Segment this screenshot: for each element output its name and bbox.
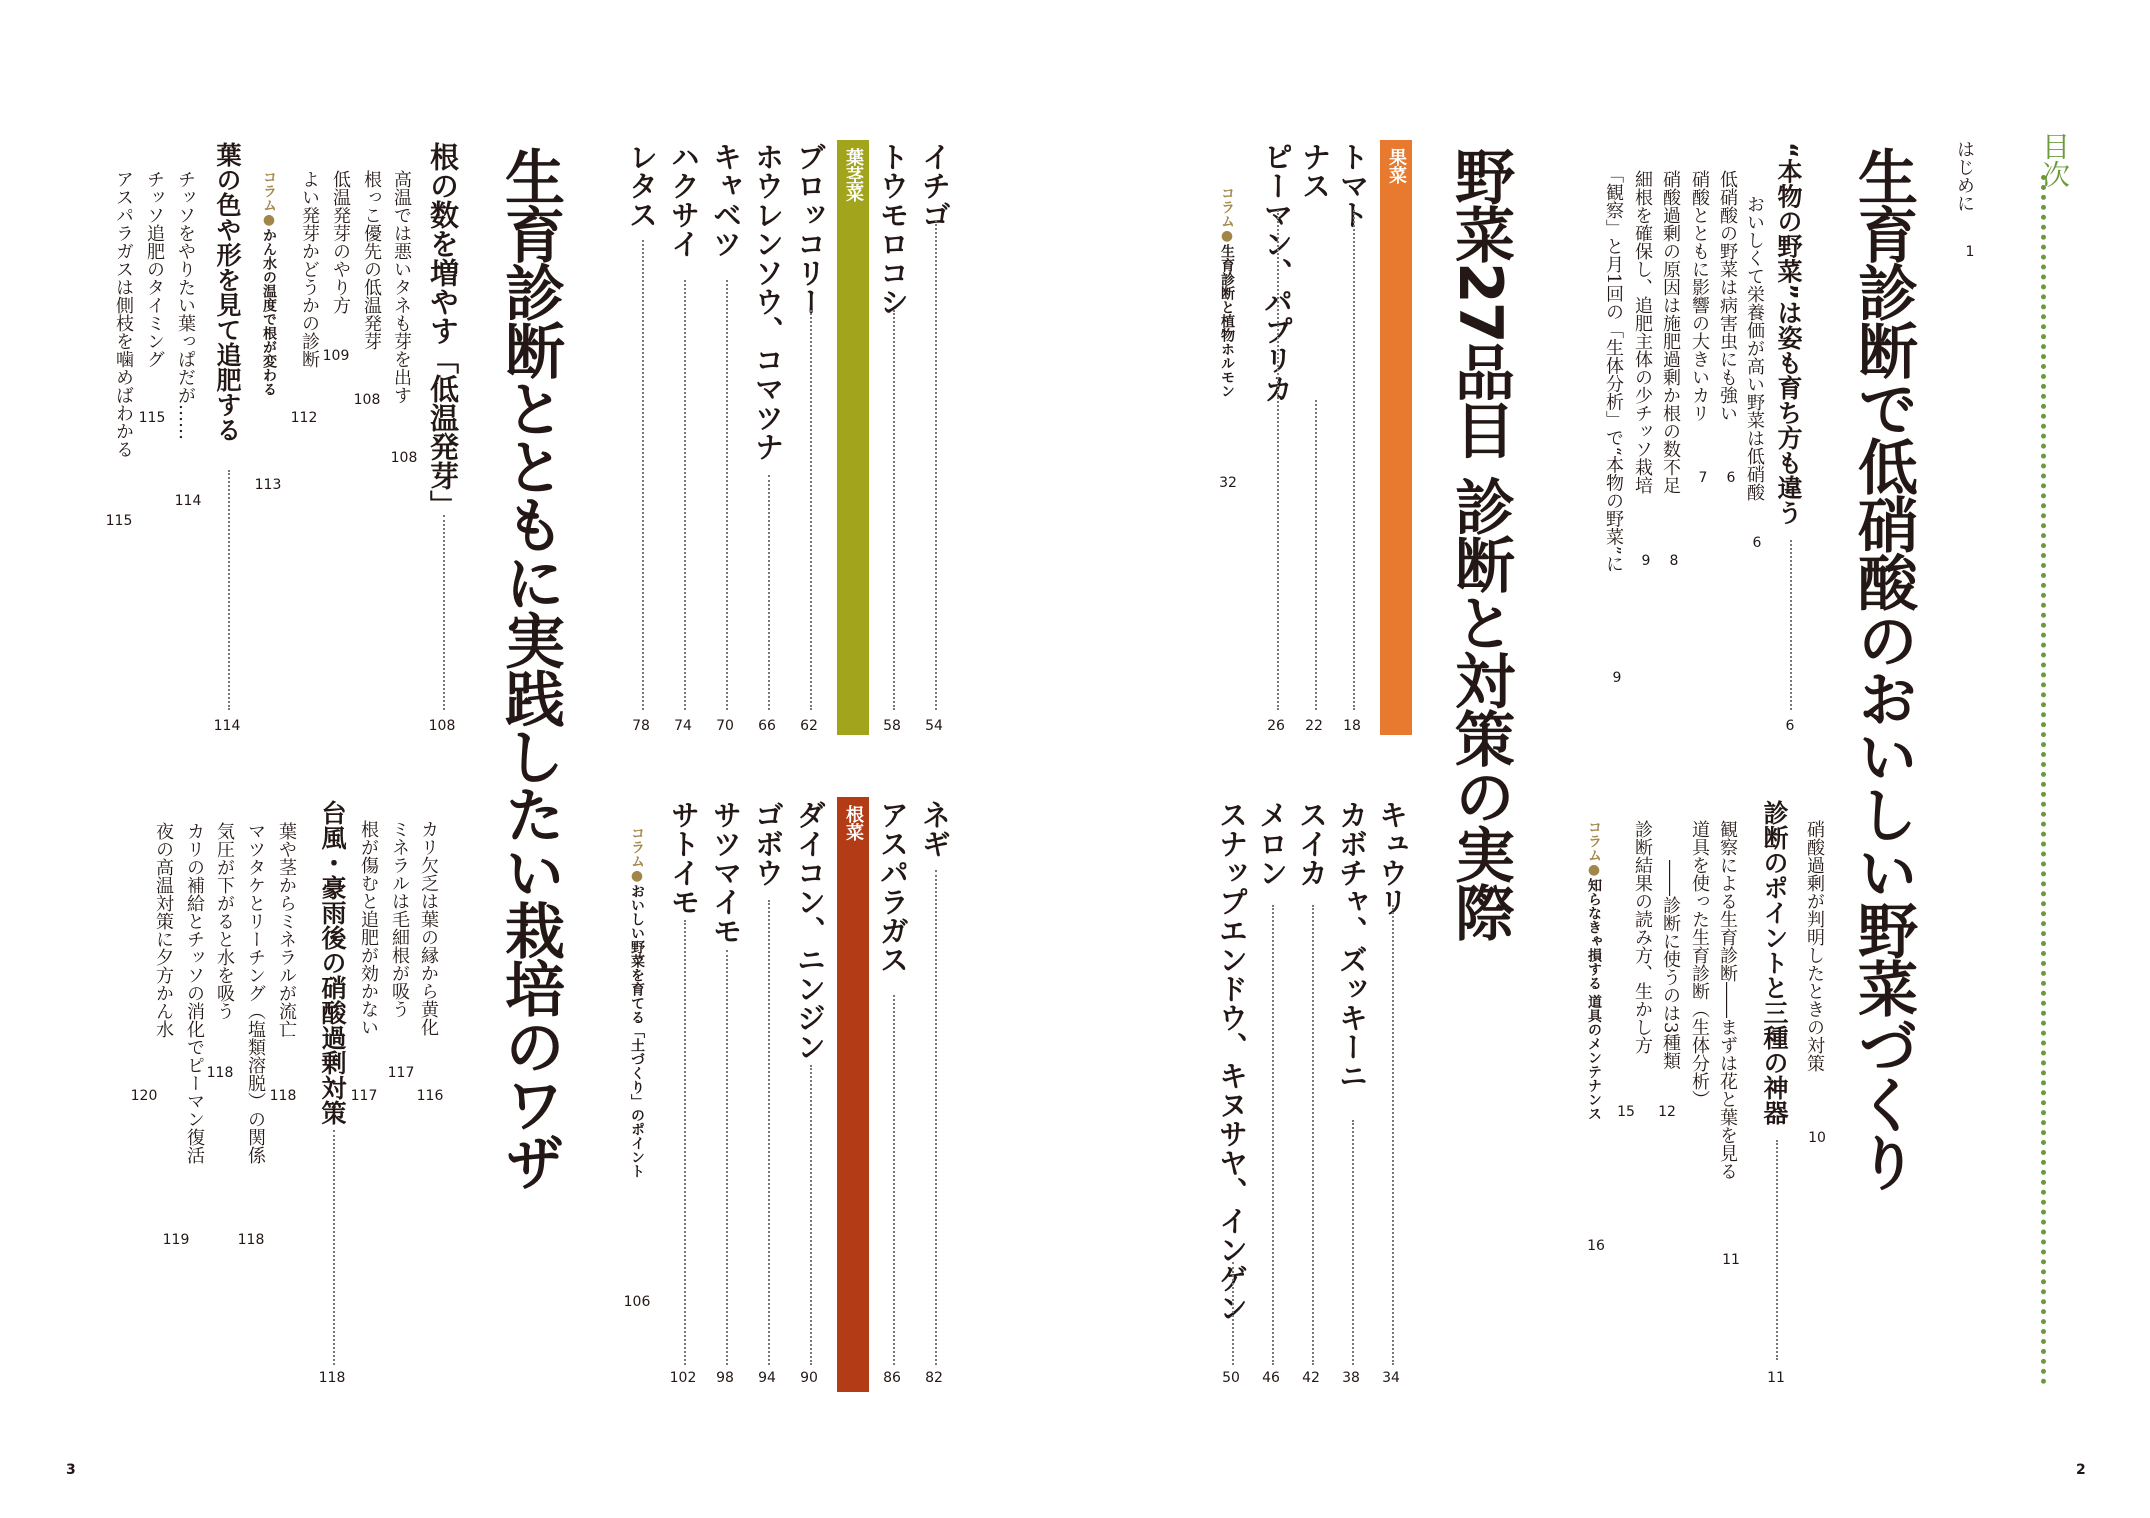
leader-dots [893,995,895,1365]
toc-item-page: 10 [1808,1130,1826,1146]
column-entry [1220,186,1234,398]
leader-dots [1232,1262,1234,1365]
toc-item: 低温発芽のやり方 [330,170,351,314]
toc-item: ダイコン、ニンジン [793,800,827,1061]
toc-item: チッソ追肥のタイミング [144,170,165,368]
toc-item-page: 108 [353,392,381,408]
toc-item: ピーマン、パプリカ [1260,142,1294,403]
column-page: 16 [1587,1238,1605,1254]
toc-item: カリの補給とチッソの消化でピーマン復活 [184,822,205,1164]
leader-dots [893,310,895,710]
column-entry [630,826,644,1178]
toc-item: ブロッコリー [793,142,827,316]
toc-item-page: 116 [416,1088,444,1104]
toc-item: ――診断に使うのは3種類 [1660,860,1681,1070]
leader-dots [684,280,686,710]
leader-dots [1392,905,1394,1365]
toc-item-page: 58 [883,718,901,734]
leader-dots [443,515,445,710]
toc-item: ネギ [918,800,952,858]
leader-dots [810,310,812,710]
toc-item-page: 114 [174,493,202,509]
toc-item: ゴボウ [751,800,785,887]
leader-dots [1776,1140,1778,1360]
toc-item-page: 117 [387,1065,415,1081]
leader-dots [1277,210,1279,710]
toc-item: 道具を使った生育診断（生体分析） [1689,820,1710,1108]
toc-item: 硝酸過剰の原因は施肥過剰か根の数不足 [1660,170,1681,494]
toc-item: ハクサイ [667,142,701,258]
column-mark: コラム● [1586,820,1602,878]
intro-page: 1 [1965,244,1975,260]
part3-section2-page: 114 [213,718,241,734]
toc-item-page: 8 [1669,553,1679,569]
toc-item: 「観察」と月1回の「生体分析」で“本物の野菜”に [1603,165,1624,573]
part3-section3-title: 台風・豪雨後の硝酸過剰対策 [318,800,347,1125]
toc-item-page: 86 [883,1370,901,1386]
toc-item-page: 115 [138,410,166,426]
toc-item: イチゴ [918,142,952,229]
toc-item: アスパラガス [876,800,910,974]
leader-dots [642,240,644,710]
toc-item-page: 112 [290,410,318,426]
toc-item: 硝酸とともに影響の大きいカリ [1689,170,1710,422]
leader-dots [768,900,770,1365]
toc-item: 葉や茎からミネラルが流亡 [276,822,297,1038]
leader-dots [1315,400,1317,710]
toc-item: カボチャ、ズッキーニ [1335,800,1369,1090]
toc-item-page: 62 [800,718,818,734]
toc-item-page: 9 [1641,553,1651,569]
part1-section1-page: 6 [1785,718,1795,734]
toc-item: 硝酸過剰が判明したときの対策 [1804,820,1825,1072]
toc-item-page: 118 [206,1065,234,1081]
toc-item: カリ欠乏は葉の縁から黄化 [418,820,439,1036]
toc-item-page: 6 [1752,535,1762,551]
column-entry [262,170,276,396]
toc-item: よい発芽かどうかの診断 [299,170,320,368]
toc-item-page: 9 [1612,670,1622,686]
toc-item-page: 6 [1726,470,1736,486]
toc-item: ホウレンソウ、コマツナ [751,142,785,461]
toc-item-page: 70 [716,718,734,734]
toc-item-page: 54 [925,718,943,734]
part3-section3-page: 118 [318,1370,346,1386]
toc-item: 観察による生育診断――まずは花と葉を見る [1717,820,1738,1180]
toc-item-page: 11 [1722,1252,1740,1268]
leader-dots [726,950,728,1365]
toc-item-page: 108 [390,450,418,466]
column-page: 113 [254,477,282,493]
toc-item: 高温では悪いタネも芽を出す [391,170,412,404]
toc-item-page: 66 [758,718,776,734]
toc-item-page: 12 [1658,1104,1676,1120]
leader-dots [684,920,686,1365]
toc-item-page: 117 [350,1088,378,1104]
toc-item-page: 90 [800,1370,818,1386]
leader-dots [935,870,937,1365]
part3-section2-title: 葉の色や形を見て追肥する [213,142,242,442]
toc-item: 低硝酸の野菜は病害虫にも強い [1717,170,1738,422]
leader-dots [1272,905,1274,1365]
toc-item: 夜の高温対策に夕方かん水 [153,822,174,1038]
column-mark: コラム● [261,170,277,228]
toc-item: ミネラルは毛細根が吸う [389,820,410,1018]
toc-item-page: 74 [674,718,692,734]
leader-dots [1312,905,1314,1365]
toc-item-page: 50 [1222,1370,1240,1386]
toc-item-page: 38 [1342,1370,1360,1386]
leader-dots [1352,1120,1354,1365]
part1-section2-title: 診断のポイントと三種の神器 [1760,800,1789,1125]
toc-item: キャベツ [709,142,743,258]
part1-section2-page: 11 [1767,1370,1785,1386]
column-text: かん水の温度で根が変わる [261,228,277,396]
toc-item: スナップエンドウ、キヌサヤ、インゲン [1215,800,1249,1322]
toc-item: スイカ [1295,800,1329,887]
toc-item-page: 82 [925,1370,943,1386]
toc-item-page: 22 [1305,718,1323,734]
toc-item: トウモロコシ [876,142,910,316]
part3-section1-title: 根の数を増やす「低温発芽」 [426,142,460,519]
leader-dots [935,220,937,710]
toc-item-page: 42 [1302,1370,1320,1386]
leader-dots [726,280,728,710]
toc-item: 診断結果の読み方、生かし方 [1632,820,1653,1054]
toc-item: ナス [1298,142,1332,200]
part1-title: 生育診断で低硝酸のおいしい野菜づくり [1848,146,1918,1190]
column-text: おいしい野菜を育てる「土づくり」のポイント [629,884,645,1178]
part2-title: 野菜27品目 診断と対策の実際 [1445,146,1515,941]
toc-item-page: 109 [322,348,350,364]
toc-item-page: 18 [1343,718,1361,734]
toc-item: おいしくて栄養価が高い野菜は低硝酸 [1744,195,1765,501]
part1-section1-title: “本物の野菜”は姿も育ち方も違う [1774,142,1803,525]
toc-dotted-rule [2041,175,2046,1385]
toc-item-page: 15 [1617,1104,1635,1120]
leader-dots [768,475,770,710]
toc-item: メロン [1255,800,1289,887]
column-text: 生育診断と植物ホルモン [1219,244,1235,398]
toc-item-page: 34 [1382,1370,1400,1386]
toc-item: トマト [1336,142,1370,229]
toc-item-page: 102 [669,1370,697,1386]
toc-item: 細根を確保し、追肥主体の少チッソ栽培 [1632,170,1653,494]
toc-item: キュウリ [1375,800,1409,916]
category-label-leaf: 葉茎菜 [837,140,869,735]
leader-dots [810,1065,812,1365]
toc-item-page: 46 [1262,1370,1280,1386]
column-mark: コラム● [1219,186,1235,244]
toc-item: レタス [625,142,659,229]
page-number-left: 3 [66,1462,76,1478]
leader-dots [1790,540,1792,710]
toc-heading: 目次 [2038,132,2071,188]
column-entry [1587,820,1601,1121]
toc-item: 気圧が下がると水を吸う [214,822,235,1020]
leader-dots [333,1130,335,1365]
column-text: 知らなきゃ損する 道具のメンテナンス [1586,878,1602,1121]
toc-item-page: 115 [105,513,133,529]
leader-dots [1353,210,1355,710]
column-mark: コラム● [629,826,645,884]
toc-item: 根が傷むと追肥が効かない [358,820,379,1036]
page-number-right: 2 [2076,1462,2086,1478]
column-page: 106 [623,1294,651,1310]
category-label-root: 根菜 [837,797,869,1392]
toc-item-page: 26 [1267,718,1285,734]
toc-item-page: 120 [130,1088,158,1104]
toc-item-page: 98 [716,1370,734,1386]
toc-item: マツタケとリーチング（塩類溶脱）の関係 [245,822,266,1164]
toc-item-page: 118 [269,1088,297,1104]
toc-item: アスパラガスは側枝を噛めばわかる [113,170,134,458]
toc-item: チッソをやりたい葉っぱだが…… [175,170,196,440]
leader-dots [228,470,230,710]
toc-item-page: 118 [237,1232,265,1248]
intro-label: はじめに [1954,140,1975,212]
toc-item-page: 78 [632,718,650,734]
category-label-fruit: 果菜 [1380,140,1412,735]
part3-section1-page: 108 [428,718,456,734]
toc-item-page: 94 [758,1370,776,1386]
toc-item: 根っこ優先の低温発芽 [361,170,382,350]
toc-item: サトイモ [667,800,701,916]
toc-item-page: 7 [1698,470,1708,486]
toc-item-page: 119 [162,1232,190,1248]
column-page: 32 [1219,475,1237,491]
part3-title: 生育診断とともに実践したい栽培のワザ [495,146,565,1190]
toc-item: サツマイモ [709,800,743,945]
